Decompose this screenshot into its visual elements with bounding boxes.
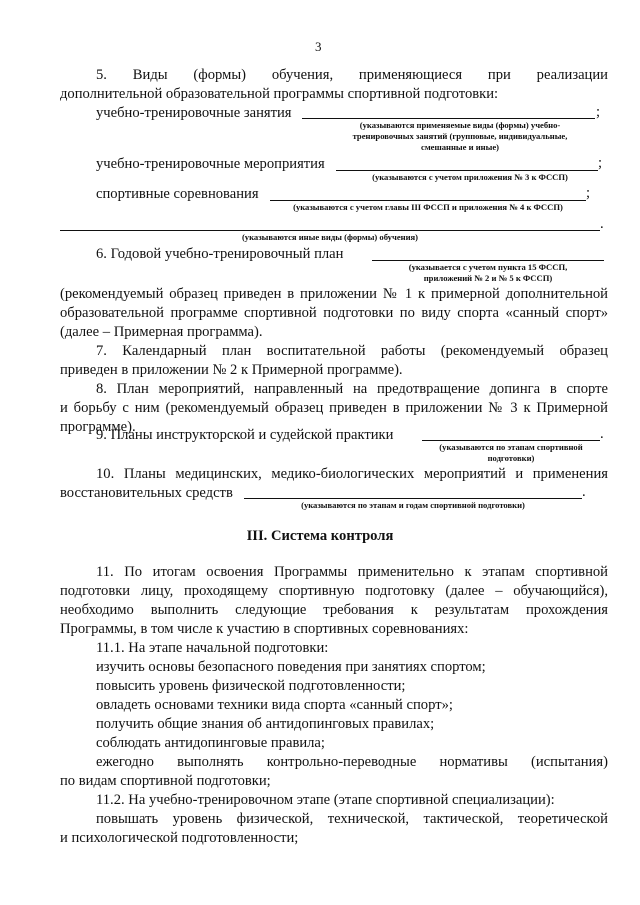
sessions-semicolon: ; [596, 104, 601, 120]
item11-1-bullet3: овладеть основами техники вида спорта «санный спорт»; [96, 697, 453, 713]
item8-line3: программе). [60, 419, 136, 435]
item11-line3: необходимо выполнить следующие требования к результатам прохождения [60, 602, 608, 618]
item6-line1: 6. Годовой учебно-тренировочный план [96, 246, 344, 262]
other-forms-period: . [600, 216, 604, 232]
events-semicolon: ; [598, 155, 603, 171]
events-fill-line [336, 170, 598, 171]
item11-1-bullet5: соблюдать антидопинговые правила; [96, 735, 325, 751]
competitions-fill-line [270, 200, 586, 201]
item7-line1: 7. Календарный план воспитательной работы (рекомендуемый образец [96, 343, 608, 359]
events-hint: (указываются с учетом приложения № 3 к ФССП) [372, 172, 568, 182]
item11-1-bullet6-line2: по видам спортивной подготовки; [60, 773, 271, 789]
competitions-semicolon: ; [586, 185, 591, 201]
sessions-hint-2: тренировочных занятий (групповые, индивидуальные, [352, 131, 568, 141]
plan-hint-2: приложений № 2 и № 5 к ФССП) [423, 273, 553, 283]
item11-2-bullet1-line2: и психологической подготовленности; [60, 830, 299, 846]
item10-period: . [582, 484, 586, 500]
item8-line2: и борьбу с ним (рекомендуемый образец приведен в приложении № 3 к Примерной [60, 400, 608, 416]
item11-1-bullet6-line1: ежегодно выполнять контрольно-переводные нормативы (испытания) [96, 754, 608, 770]
item11-line4: Программы, в том числе к участию в спортивных соревнованиях: [60, 621, 469, 637]
item10-line2: восстановительных средств [60, 485, 233, 501]
item10-line1: 10. Планы медицинских, медико-биологических мероприятий и применения [96, 466, 608, 482]
item6-line4: (далее – Примерная программа). [60, 324, 263, 340]
item11-line2: подготовки лицу, проходящему спортивную подготовку (далее – обучающийся), [60, 583, 608, 599]
section-title: III. Система контроля [246, 528, 394, 544]
practice-hint-2: подготовки) [487, 453, 535, 463]
item5-line1: 5. Виды (формы) обучения, применяющиеся при реализации [96, 67, 608, 83]
practice-hint-1: (указываются по этапам спортивной [439, 442, 583, 452]
events-label: учебно-тренировочные мероприятия [96, 156, 325, 172]
competitions-hint: (указываются с учетом главы III ФССП и приложения № 4 к ФССП) [293, 202, 563, 212]
sessions-hint-1: (указываются применяемые виды (формы) учебно- [359, 120, 561, 130]
plan-hint-1: (указывается с учетом пункта 15 ФССП, [408, 262, 568, 272]
sessions-hint-3: смешанные и иные) [421, 142, 499, 152]
item6-line3: образовательной программе спортивной подготовки по виду спорта «санный спорт» [60, 305, 608, 321]
sessions-fill-line [302, 118, 595, 119]
item11-1-bullet4: получить общие знания об антидопинговых правилах; [96, 716, 435, 732]
other-forms-hint: (указываются иные виды (формы) обучения) [241, 232, 419, 242]
item11-1-bullet1: изучить основы безопасного поведения при занятиях спортом; [96, 659, 486, 675]
item11-2-bullet1-line1: повышать уровень физической, технической, тактической, теоретической [96, 811, 608, 827]
sessions-label: учебно-тренировочные занятия [96, 105, 292, 121]
item9-period: . [600, 426, 604, 442]
practice-fill-line [422, 440, 600, 441]
item7-line2: приведен в приложении № 2 к Примерной программе). [60, 362, 403, 378]
competitions-label: спортивные соревнования [96, 186, 259, 202]
item11-1-title: 11.1. На этапе начальной подготовки: [96, 640, 329, 656]
item11-line1: 11. По итогам освоения Программы применительно к этапам спортивной [96, 564, 608, 580]
page-number: 3 [315, 39, 322, 54]
item11-2-title: 11.2. На учебно-тренировочном этапе (этапе спортивной специализации): [96, 792, 555, 808]
item8-line1: 8. План мероприятий, направленный на предотвращение допинга в спорте [96, 381, 608, 397]
item11-1-bullet2: повысить уровень физической подготовленности; [96, 678, 406, 694]
other-forms-fill-line [60, 230, 600, 231]
item9-line1: 9. Планы инструкторской и судейской практики [96, 427, 394, 443]
recovery-hint: (указываются по этапам и годам спортивной подготовки) [301, 500, 525, 510]
item6-line2: (рекомендуемый образец приведен в приложении № 1 к примерной дополнительной [60, 286, 608, 302]
item5-line2: дополнительной образовательной программы спортивной подготовки: [60, 86, 499, 102]
recovery-fill-line [244, 498, 582, 499]
plan-fill-line [372, 260, 604, 261]
